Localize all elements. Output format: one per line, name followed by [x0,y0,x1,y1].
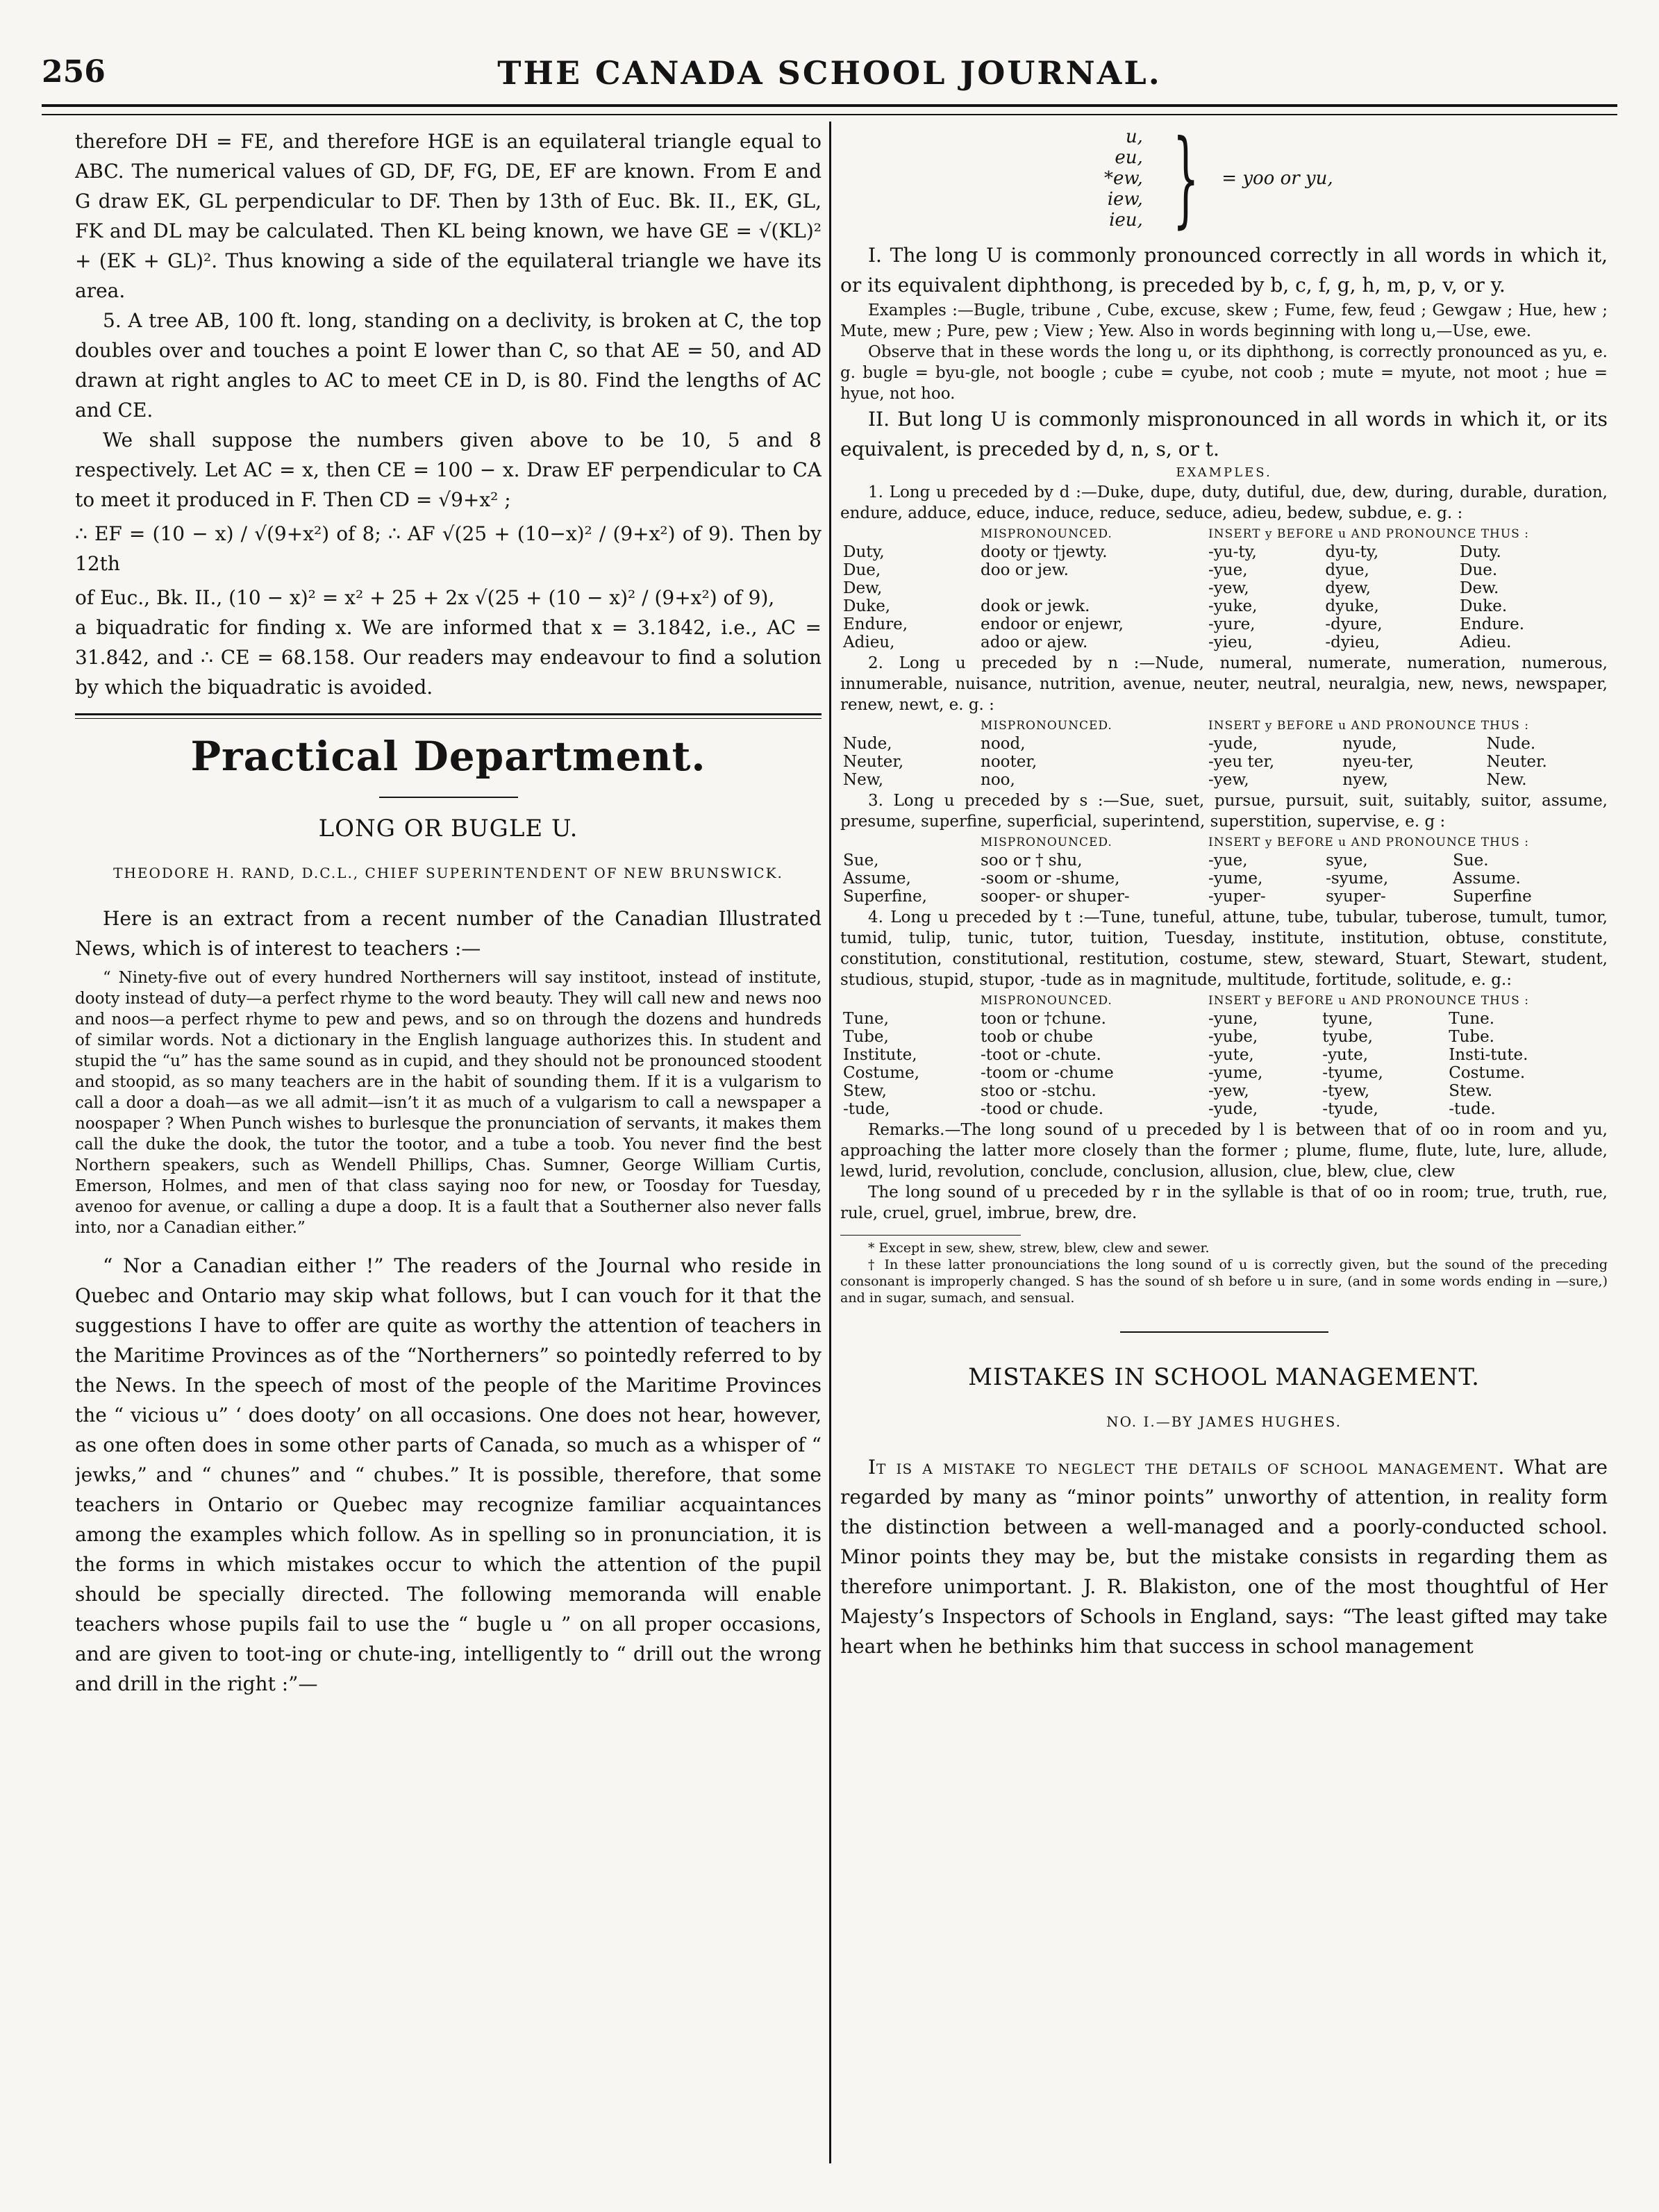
table-row [840,753,1608,771]
table-cell: Dew. [1460,579,1499,597]
table-cell: Assume. [1453,870,1521,888]
table-cell: noo, [981,771,1015,789]
article-title: LONG OR BUGLE U. [318,815,578,842]
table-cell: nyude, [1342,735,1397,753]
u-form: ieu, [1109,210,1143,231]
table-cell: -yew, [1208,579,1249,597]
table-row [840,1100,1608,1118]
article-intro: Here is an extract from a recent number of the Canadian Illustrated News, which is of interest to teachers :— [75,907,822,960]
page-number: 256 [42,54,106,90]
table-cell [978,579,1206,597]
u-form: eu, [1115,147,1143,168]
table-cell: Superfine, [843,888,927,906]
table-cell: Tune. [1449,1010,1495,1028]
section-rule-thin [75,718,822,719]
table-cell [840,992,978,1010]
table-cell: soo or † shu, [981,851,1083,870]
table-row [840,1010,1608,1028]
table-cell: toon or †chune. [981,1010,1106,1028]
table-cell: syue, [1326,851,1368,870]
table-cell [840,717,978,735]
table-row [840,888,1608,906]
s-table [840,833,1608,906]
table-cell: Sue. [1453,851,1489,870]
table-cell: -yume, [1208,870,1263,888]
table-cell: -yume, [1208,1064,1263,1082]
table-cell: -yue, [1208,851,1248,870]
table-cell: -yute, [1208,1046,1254,1064]
u-form: iew, [1107,189,1143,210]
table-cell: Stew, [843,1082,887,1100]
d-table [840,525,1608,651]
footnote-1: * Except in sew, shew, strew, blew, clew and sewer. [868,1240,1210,1256]
table-cell: -tood or chude. [981,1100,1104,1118]
table-cell: Duke, [843,597,891,615]
table-cell: -yew, [1208,1082,1249,1100]
table-cell: Dew, [843,579,883,597]
table-cell: nooter, [981,753,1037,771]
math-equation-1: ∴ EF = (10 − x) / √(9+x²) of 8; ∴ AF √(25 + (10−x)² / (9+x²) of 9). Then by 12th [75,522,822,575]
table-cell: -dyieu, [1325,633,1380,651]
n-intro: 2. Long u preceded by n :—Nude, numeral, numerate, numeration, numerous, innumerable, nuisance, nutrition, avenue, neuter, neutral, neuralgia, new, news, newspaper, renew, newt, e. g. : [840,654,1608,714]
table-cell: -yude, [1208,735,1258,753]
table-cell: Institute, [843,1046,917,1064]
table-cell: stoo or -stchu. [981,1082,1097,1100]
table-cell: -yue, [1208,561,1248,579]
table-cell: -yute, [1322,1046,1369,1064]
table-cell: dyuke, [1325,597,1379,615]
table-cell: -yure, [1208,615,1256,633]
math-problem-5: 5. A tree AB, 100 ft. long, standing on a declivity, is broken at C, the top doubles over and touches a point E lower than C, so that AE = 50, and AD drawn at right angles to AC to meet CE in D, is 80. Find the lengths of AC and CE. [75,309,822,422]
table-row [840,543,1608,561]
table-row [840,597,1608,615]
table-cell: Endure, [843,615,908,633]
table-cell: nyeu-ter, [1342,753,1414,771]
s-intro: 3. Long u preceded by s :—Sue, suet, pursue, pursuit, suit, suitably, suitor, assume, presume, superfine, superficial, superintend, superstition, supervise, e. g : [840,792,1608,831]
table-cell: endoor or enjewr, [981,615,1124,633]
math-solution-1: We shall suppose the numbers given above to be 10, 5 and 8 respectively. Let AC = x, then CE = 100 − x. Draw EF perpendicular to CA to meet it produced in F. Then CD = √9+x² ; [75,429,822,511]
table-cell: sooper- or shuper- [981,888,1130,906]
table-cell: dook or jewk. [981,597,1090,615]
table-row [840,1028,1608,1046]
column-divider [829,122,831,2163]
table-cell: -toot or -chute. [981,1046,1101,1064]
table-cell: Tube. [1449,1028,1494,1046]
math-conclusion: a biquadratic for finding x. We are informed that x = 3.1842, i.e., AC = 31.842, and ∴ CE = 68.158. Our readers may endeavour to find a solution by which the biquadratic is avoided. [75,616,822,699]
article2-lead: It is a mistake to neglect the details of school management. [868,1456,1506,1479]
table-cell: -yu-ty, [1208,543,1257,561]
table-cell: dyew, [1325,579,1371,597]
table-cell: Tune, [843,1010,889,1028]
table-cell: Tube, [843,1028,889,1046]
table-cell: Adieu, [843,633,895,651]
table-cell: -syume, [1326,870,1389,888]
department-title: Practical Department. [190,733,706,780]
brace-icon: } [1172,126,1199,239]
article-quote: “ Ninety-five out of every hundred Northerners will say institoot, instead of institute, dooty instead of duty—a perfect rhyme to the word beauty. They will call new and news noo and noos—a perfect rhyme to pew and pews, and so on through the dozens and hundreds of similar words. Not a dictionary in the English language authorizes this. In student and stupid the “u” has the same sound as in cupid, and they should not be pronounced stoodent and stoopid, as so many teachers are in the habit of sounding them. If it is a vulgarism to call a door a doah—as we all admit—isn’t it as much of a vulgarism to call a newspaper a noospaper ? When Punch wishes to burlesque the pronunciation of servants, it makes them call the duke the dook, the tutor the tootor, and a tube a toob. You never find the best Northern speakers, such as Wendell Phillips, Chas. Sumner, George William Curtis, Emerson, Holmes, and men of that class saying noo for new, or Toosday for Tuesday, avenoo for avenue, or calling a dupe a doop. It is a fault that a Southerner also never falls into, nor a Canadian either.” [75,969,822,1237]
rule-one: I. The long U is commonly pronounced correctly in all words in which it, or its equivalent diphthong, is preceded by b, c, f, g, h, m, p, v, or y. [840,244,1608,297]
table-cell: toob or chube [981,1028,1093,1046]
table-cell: -tude. [1449,1100,1496,1118]
u-forms [1104,126,1153,231]
table-cell [840,833,978,851]
table-cell: -yuper- [1208,888,1266,906]
article2-byline: NO. I.—BY JAMES HUGHES. [1106,1413,1342,1430]
article2-title: MISTAKES IN SCHOOL MANAGEMENT. [968,1363,1480,1391]
table-cell: -yew, [1208,771,1249,789]
table-cell: nood, [981,735,1026,753]
section-rule [1120,1331,1328,1333]
table-cell: Duty, [843,543,885,561]
table-row [840,1046,1608,1064]
table-cell: nyew, [1342,771,1388,789]
table-cell: syuper- [1326,888,1386,906]
right-column [840,126,1608,2163]
table-row [840,615,1608,633]
n-table [840,717,1608,789]
col-insert: INSERT y BEFORE u AND PRONOUNCE THUS : [1208,719,1529,733]
table-row [840,1064,1608,1082]
journal-title: THE CANADA SCHOOL JOURNAL. [497,54,1162,92]
table-cell: Neuter. [1486,753,1547,771]
table-row [840,870,1608,888]
u-form: u, [1125,126,1143,147]
section-rule [75,713,822,715]
table-cell: Neuter, [843,753,904,771]
article2-body [840,1452,1608,1661]
article-paragraph: “ Nor a Canadian either !” The readers of the Journal who reside in Quebec and Ontario may skip what follows, but I can vouch for it that the suggestions I have to offer are quite as worthy the attention of teachers in the Maritime Provinces as of the “Northerners” so pointedly referred to by the News. In the speech of most of the people of the Maritime Provinces the “ vicious u” ‘ does dooty’ on all occasions. One does not hear, however, as one often does in some other parts of Canada, so much as a whisper of “ jewks,” and “ chunes” and “ chubes.” It is possible, therefore, that some teachers in Ontario or Quebec may recognize familiar acquaintances among the examples which follow. As in spelling so in pronunciation, it is the forms in which mistakes occur to which the attention of the pupil should be specially directed. The following memoranda will enable teachers whose pupils fail to use the “ bugle u ” on all proper occasions, and are given to toot-ing or chute-ing, intelligently to “ drill out the wrong and drill in the right :”— [75,1254,822,1695]
table-cell: Costume. [1449,1064,1526,1082]
table-row [840,851,1608,870]
table-cell: -yieu, [1208,633,1253,651]
table-header-row [840,992,1608,1010]
table-row [840,561,1608,579]
table-cell: tyune, [1322,1010,1374,1028]
rule-two: II. But long U is commonly mispronounced in all words in which it, or its equivalent, is preceded by d, n, s, or t. [840,408,1608,460]
examples-one: Examples :—Bugle, tribune , Cube, excuse, skew ; Fume, few, feud ; Gewgaw ; Hue, hew ; Mute, mew ; Pure, pew ; View ; Yew. Also in words beginning with long u,—Use, ewe. [840,301,1608,340]
table-cell: dyu-ty, [1325,543,1379,561]
col-mispronounced: MISPRONOUNCED. [981,719,1112,733]
table-cell [840,525,978,543]
remarks: Remarks.—The long sound of u preceded by l is between that of oo in room and yu, approaching the latter more closely than the former ; plume, flume, flute, lute, lure, allude, lewd, lurid, revolution, conclude, conclusion, allusion, clue, blew, clue, clew [840,1121,1608,1181]
col-insert: INSERT y BEFORE u AND PRONOUNCE THUS : [1208,527,1529,541]
math-equation-2: of Euc., Bk. II., (10 − x)² = x² + 25 + 2x √(25 + (10 − x)² / (9+x²) of 9), [75,586,775,609]
table-header-row [840,525,1608,543]
title-rule [379,797,518,798]
footnote-2: † In these latter pronounciations the long sound of u is correctly given, but the sound of the preceding consonant is improperly changed. S has the sound of sh before u in sure, (and in some words ending in —sure,) and in sugar, sumach, and sensual. [840,1257,1608,1306]
math-paragraph-1: therefore DH = FE, and therefore HGE is an equilateral triangle equal to ABC. The numerical values of GD, DF, FG, DE, EF are known. From E and G draw EK, GL perpendicular to DF. Then by 13th of Euc. Bk. II., EK, GL, FK and DL may be calculated. Then KL being known, we have GE = √(KL)² + (EK + GL)². Thus knowing a side of the equilateral triangle we have its area. [75,130,822,302]
header-rule [42,104,1617,107]
table-cell: Due, [843,561,881,579]
u-form: *ew, [1104,168,1143,189]
u-forms-list [1104,126,1608,239]
col-insert: INSERT y BEFORE u AND PRONOUNCE THUS : [1208,994,1529,1008]
table-cell: -tyew, [1322,1082,1370,1100]
table-header-row [840,717,1608,735]
col-mispronounced: MISPRONOUNCED. [981,994,1112,1008]
page-header [42,47,1617,103]
table-cell: adoo or ajew. [981,633,1088,651]
header-rule-thin [42,114,1617,115]
d-intro: 1. Long u preceded by d :—Duke, dupe, duty, dutiful, due, dew, during, durable, duration, endure, adduce, educe, induce, reduce, seduce, adieu, bedew, subdue, e. g. : [840,483,1608,522]
table-cell: -soom or -shume, [981,870,1120,888]
col-mispronounced: MISPRONOUNCED. [981,527,1112,541]
r-note: The long sound of u preceded by r in the syllable is that of oo in room; true, truth, rue, rule, cruel, gruel, imbrue, brew, dre. [840,1183,1608,1222]
u-equals: = yoo or yu, [1222,168,1333,189]
table-cell: dooty or †jewty. [981,543,1108,561]
footnote-rule [840,1235,1021,1236]
table-cell: doo or jew. [981,561,1069,579]
table-cell: -yuke, [1208,597,1258,615]
t-table [840,992,1608,1118]
table-cell: Superfine [1453,888,1532,906]
table-cell: dyue, [1325,561,1369,579]
table-row [840,771,1608,789]
table-row [840,1082,1608,1100]
table-cell: Stew. [1449,1082,1493,1100]
table-cell: Sue, [843,851,879,870]
table-cell: Insti-tute. [1449,1046,1528,1064]
table-cell: -toom or -chume [981,1064,1114,1082]
table-cell: Nude, [843,735,892,753]
table-cell: -dyure, [1325,615,1383,633]
observe-note: Observe that in these words the long u, or its diphthong, is correctly pronounced as yu, e. g. bugle = byu-gle, not boogle ; cube = cyube, not coob ; mute = myute, not moot ; hue = hyue, not hoo. [840,343,1608,403]
table-cell: Endure. [1460,615,1525,633]
table-cell: Adieu. [1460,633,1512,651]
table-cell: Duke. [1460,597,1508,615]
article-byline: THEODORE H. RAND, D.C.L., CHIEF SUPERINTENDENT OF NEW BRUNSWICK. [113,865,783,881]
left-column [75,126,822,2163]
table-cell: -yune, [1208,1010,1258,1028]
table-cell: tyube, [1322,1028,1373,1046]
table-cell: -tude, [843,1100,890,1118]
table-cell: -yube, [1208,1028,1258,1046]
examples-heading: EXAMPLES. [1176,465,1272,480]
table-cell: New. [1486,771,1527,789]
col-insert: INSERT y BEFORE u AND PRONOUNCE THUS : [1208,835,1529,849]
table-cell: -tyume, [1322,1064,1383,1082]
table-cell: Costume, [843,1064,920,1082]
table-cell: Due. [1460,561,1498,579]
table-cell: Nude. [1486,735,1536,753]
table-cell: Assume, [843,870,911,888]
table-cell: -yude, [1208,1100,1258,1118]
article2-text: What are regarded by many as “minor points” unworthy of attention, in reality form the distinction between a well-managed and a poorly-conducted school. Minor points they may be, but the mistake consists in regarding them as therefore unimportant. J. R. Blakiston, one of the most thoughtful of Her Majesty’s Inspectors of Schools in England, says: “The least gifted may take heart when he bethinks him that success in school management [840,1456,1608,1658]
table-cell: New, [843,771,884,789]
table-cell: -yeu ter, [1208,753,1275,771]
table-row [840,735,1608,753]
table-row [840,579,1608,597]
col-mispronounced: MISPRONOUNCED. [981,835,1112,849]
t-intro: 4. Long u preceded by t :—Tune, tuneful, attune, tube, tubular, tuberose, tumult, tumor, tumid, tulip, tunic, tutor, tuition, Tuesday, institute, institution, obtuse, constitute, constitution, constitutional, restitution, costume, stew, steward, Stuart, Stewart, student, studious, stupid, stupor, -tude as in magnitude, multitude, fortitude, solitude, e. g.: [840,908,1608,989]
table-row [840,633,1608,651]
table-cell: Duty. [1460,543,1501,561]
table-header-row [840,833,1608,851]
table-cell: -tyude, [1322,1100,1378,1118]
